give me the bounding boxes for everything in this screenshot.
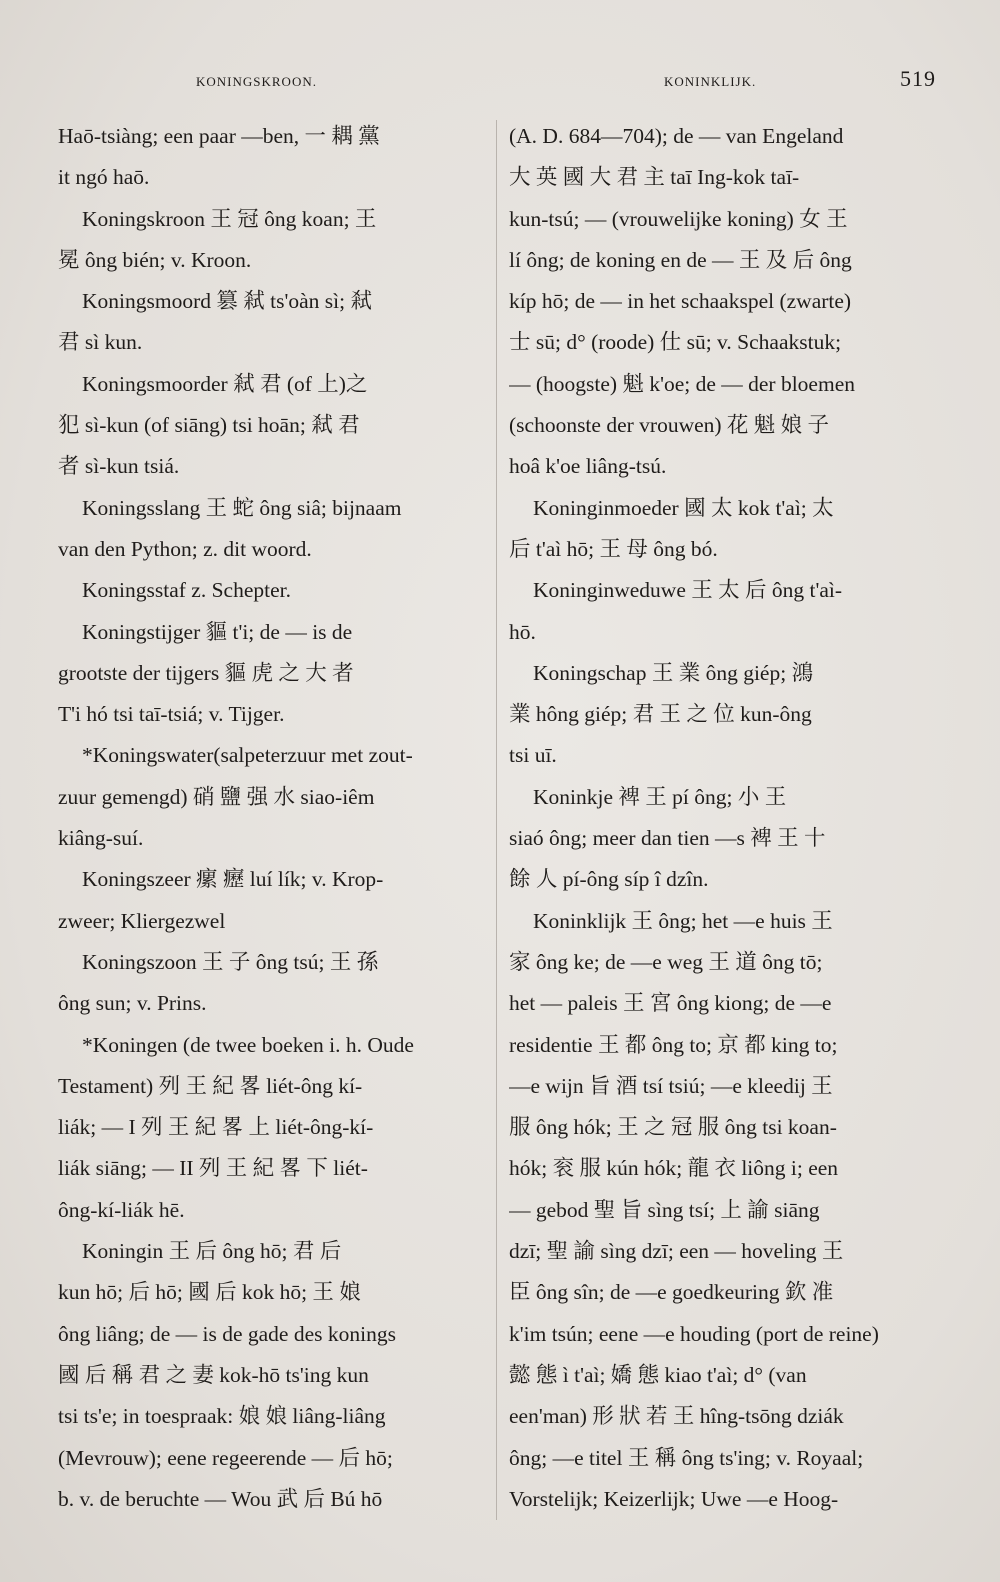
dictionary-line: ông liâng; de — is de gade des konings [58, 1321, 396, 1346]
dictionary-line: residentie 王 都 ông to; 京 都 king to; [509, 1032, 838, 1057]
dictionary-line: tsi ts'e; in toespraak: 娘 娘 liâng-liâng [58, 1404, 386, 1429]
dictionary-line: (schoonste der vrouwen) 花 魁 娘 子 [509, 413, 830, 438]
dictionary-line: kiâng-suí. [58, 826, 144, 851]
dictionary-line: Koningsmoord 篡 弒 ts'oàn sì; 弒 [82, 289, 372, 314]
dictionary-line: liák; — I 列 王 紀 畧 上 liét-ông-kí- [58, 1115, 374, 1140]
dictionary-line: Koningskroon 王 冠 ông koan; 王 [82, 206, 377, 231]
dictionary-line: 國 后 稱 君 之 妻 kok-hō ts'ing kun [58, 1362, 369, 1387]
dictionary-line: een'man) 形 狀 若 王 hîng-tsōng dziák [509, 1404, 844, 1429]
dictionary-line: van den Python; z. dit woord. [58, 536, 312, 561]
dictionary-line: Koninginweduwe 王 太 后 ông t'aì- [533, 578, 843, 603]
dictionary-line: Koningszoon 王 子 ông tsú; 王 孫 [82, 949, 379, 974]
dictionary-line: tsi uī. [509, 743, 557, 768]
dictionary-line: (A. D. 684—704); de — van Engeland [509, 124, 844, 148]
right-column [509, 116, 941, 1556]
dictionary-line: 家 ông ke; de —e weg 王 道 ông tō; [509, 949, 823, 974]
dictionary-line: 君 sì kun. [58, 330, 143, 355]
dictionary-line: k'im tsún; eene —e houding (port de reine) [509, 1321, 879, 1346]
dictionary-line: Vorstelijk; Keizerlijk; Uwe —e Hoog- [509, 1486, 839, 1511]
dictionary-line: hók; 衮 服 kún hók; 龍 衣 liông i; een [509, 1156, 839, 1181]
dictionary-line: 臣 ông sîn; de —e goedkeuring 欽 准 [509, 1280, 834, 1305]
dictionary-line: Koningsstaf z. Schepter. [82, 578, 291, 603]
dictionary-line: Koningschap 王 業 ông giép; 鴻 [533, 660, 814, 685]
dictionary-line: kun hō; 后 hō; 國 后 kok hō; 王 娘 [58, 1280, 361, 1305]
dictionary-line: 服 ông hók; 王 之 冠 服 ông tsi koan- [509, 1115, 837, 1140]
dictionary-line: liák siāng; — II 列 王 紀 畧 下 liét- [58, 1156, 368, 1181]
dictionary-line: ông; —e titel 王 稱 ông ts'ing; v. Royaal; [509, 1445, 864, 1470]
dictionary-line: (Mevrouw); eene regeerende — 后 hō; [58, 1445, 393, 1470]
dictionary-line: —e wijn 旨 酒 tsí tsiú; —e kleedij 王 [509, 1073, 833, 1098]
dictionary-line: lí ông; de koning en de — 王 及 后 ông [509, 247, 852, 272]
dictionary-line: siaó ông; meer dan tien —s 裨 王 十 [509, 826, 826, 851]
dictionary-line: het — paleis 王 宮 ông kiong; de —e [509, 991, 832, 1016]
dictionary-line: Koningsmoorder 弒 君 (of 上)之 [82, 371, 368, 396]
dictionary-line: Koningsslang 王 蛇 ông siâ; bijnaam [82, 495, 402, 520]
dictionary-line: 者 sì-kun tsiá. [58, 454, 180, 479]
dictionary-line: Koningszeer 瘰 癧 luí lík; v. Krop- [82, 867, 384, 892]
dictionary-line: 士 sū; d° (roode) 仕 sū; v. Schaakstuk; [509, 330, 842, 355]
dictionary-line: Koninklijk 王 ông; het —e huis 王 [533, 908, 833, 933]
dictionary-line: T'i hó tsi taī-tsiá; v. Tijger. [58, 702, 285, 727]
dictionary-line: 犯 sì-kun (of siāng) tsi hoān; 弒 君 [58, 413, 360, 438]
dictionary-line: 懿 態 ì t'aì; 嬌 態 kiao t'aì; d° (van [509, 1362, 807, 1387]
column-divider [496, 120, 497, 1520]
right-running-head: KONINKLIJK. [664, 74, 757, 89]
dictionary-line: 餘 人 pí-ông síp î dzîn. [509, 867, 709, 892]
dictionary-line: Koninkje 裨 王 pí ông; 小 王 [533, 784, 787, 809]
dictionary-line: Koningstijger 貙 t'i; de — is de [82, 619, 353, 644]
dictionary-line: hoâ k'oe liâng-tsú. [509, 454, 667, 479]
page-number: 519 [900, 66, 936, 91]
dictionary-line: grootste der tijgers 貙 虎 之 大 者 [58, 660, 354, 685]
left-column [58, 116, 490, 1556]
dictionary-line: ông-kí-liák hē. [58, 1197, 185, 1222]
dictionary-line: Koningin 王 后 ông hō; 君 后 [82, 1239, 342, 1264]
dictionary-line: dzī; 聖 諭 sìng dzī; een — hoveling 王 [509, 1239, 844, 1264]
dictionary-line: zweer; Kliergezwel [58, 908, 226, 933]
dictionary-line: 冕 ông bién; v. Kroon. [58, 247, 252, 272]
left-running-head: KONINGSKROON. [196, 74, 317, 89]
dictionary-line: hō. [509, 619, 536, 644]
dictionary-line: — gebod 聖 旨 sìng tsí; 上 諭 siāng [509, 1197, 820, 1222]
dictionary-line: *Koningswater(salpeterzuur met zout- [82, 743, 413, 768]
dictionary-line: Koninginmoeder 國 太 kok t'aì; 太 [533, 495, 834, 520]
dictionary-line: 業 hông giép; 君 王 之 位 kun-ông [509, 702, 812, 727]
dictionary-line: Haō-tsiàng; een paar —ben, 一 耦 黨 [58, 124, 380, 148]
dictionary-line: it ngó haō. [58, 165, 150, 190]
dictionary-line: 后 t'aì hō; 王 母 ông bó. [509, 536, 718, 561]
dictionary-line: ông sun; v. Prins. [58, 991, 207, 1016]
dictionary-line: zuur gemengd) 硝 鹽 强 水 siao-iêm [58, 784, 375, 809]
dictionary-line: *Koningen (de twee boeken i. h. Oude [82, 1032, 414, 1057]
running-header [0, 66, 1000, 96]
dictionary-line: 大 英 國 大 君 主 taī Ing-kok taī- [509, 165, 800, 190]
dictionary-line: kun-tsú; — (vrouwelijke koning) 女 王 [509, 206, 848, 231]
dictionary-line: b. v. de beruchte — Wou 武 后 Bú hō [58, 1486, 383, 1511]
dictionary-line: kíp hō; de — in het schaakspel (zwarte) [509, 289, 852, 314]
dictionary-line: Testament) 列 王 紀 畧 liét-ông kí- [58, 1073, 363, 1098]
dictionary-line: — (hoogste) 魁 k'oe; de — der bloemen [509, 371, 855, 396]
